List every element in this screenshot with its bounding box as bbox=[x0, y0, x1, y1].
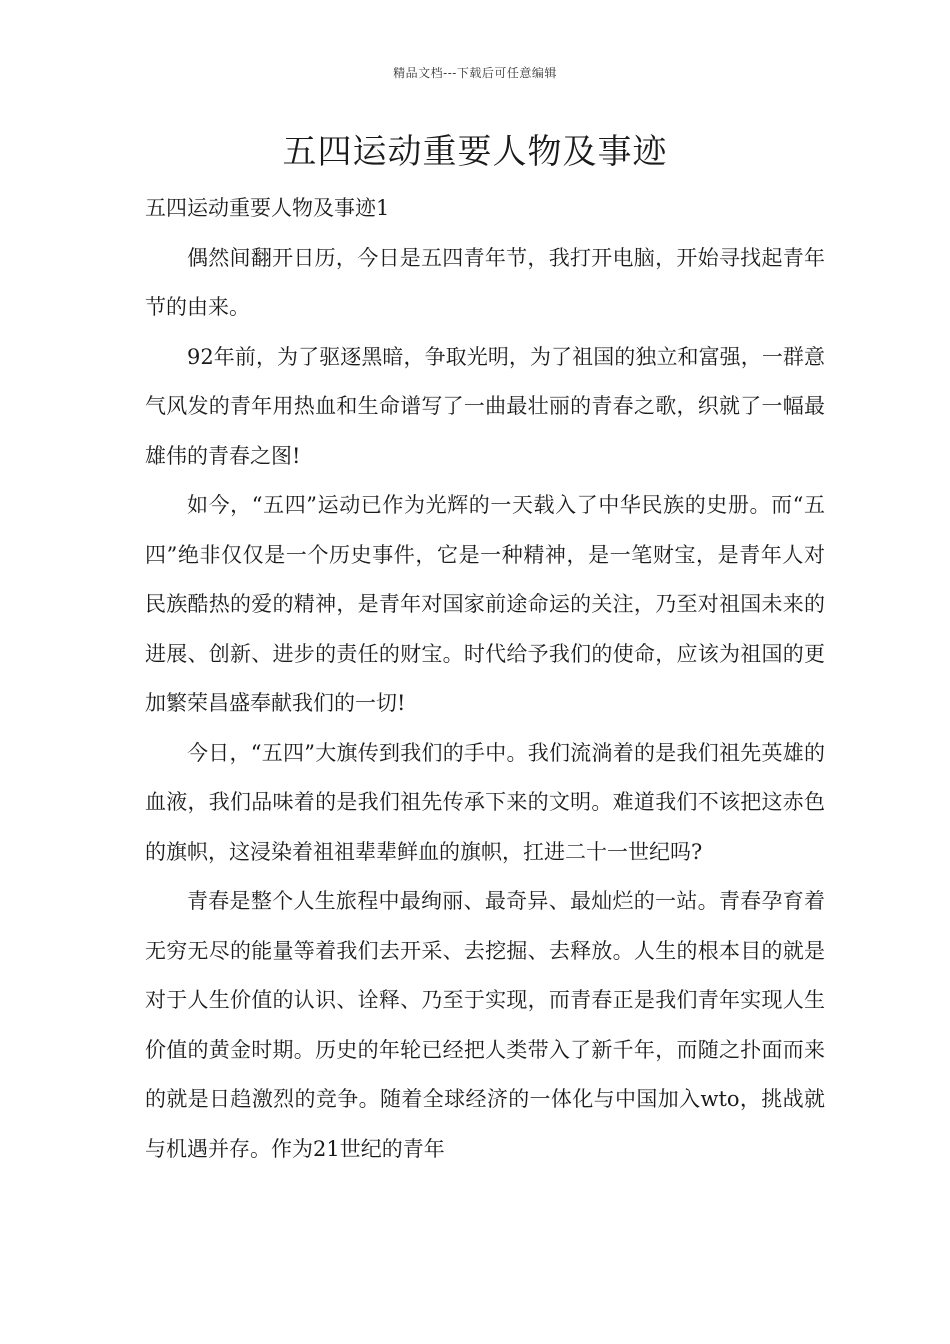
paragraph: 92年前，为了驱逐黑暗，争取光明，为了祖国的独立和富强，一群意气风发的青年用热血和生命谱写了一曲最壮丽的青春之歌，织就了一幅最雄伟的青春之图! bbox=[145, 344, 825, 468]
section-subtitle: 五四运动重要人物及事迹1 bbox=[145, 196, 390, 220]
paragraph: 青春是整个人生旅程中最绚丽、最奇异、最灿烂的一站。青春孕育着无穷无尽的能量等着我们去开采、去挖掘、去释放。人生的根本目的就是对于人生价值的认识、诠释、乃至于实现，而青春正是我们青年实现人生价值的黄金时期。历史的年轮已经把人类带入了新千年，而随之扑面而来的就是日趋激烈的竞争。随着全球经济的一体化与中国加入wto，挑战就与机遇并存。作为21世纪的青年 bbox=[145, 889, 825, 1161]
document-body bbox=[145, 184, 825, 1174]
document-title: 五四运动重要人物及事迹 bbox=[282, 132, 668, 172]
paragraph: 今日，“五四”大旗传到我们的手中。我们流淌着的是我们祖先英雄的血液，我们品味着的是我们祖先传承下来的文明。难道我们不该把这赤色的旗帜，这浸染着祖祖辈辈鲜血的旗帜，扛进二十一世纪吗? bbox=[145, 740, 825, 864]
paragraph: 如今，“五四”运动已作为光辉的一天载入了中华民族的史册。而“五四”绝非仅仅是一个历史事件，它是一种精神，是一笔财宝，是青年人对民族酷热的爱的精神，是青年对国家前途命运的关注，乃至对祖国未来的进展、创新、进步的责任的财宝。时代给予我们的使命，应该为祖国的更加繁荣昌盛奉献我们的一切! bbox=[145, 493, 825, 715]
header-note: 精品文档---下载后可任意编辑 bbox=[393, 66, 557, 80]
paragraph: 偶然间翻开日历，今日是五四青年节，我打开电脑，开始寻找起青年节的由来。 bbox=[145, 245, 825, 319]
